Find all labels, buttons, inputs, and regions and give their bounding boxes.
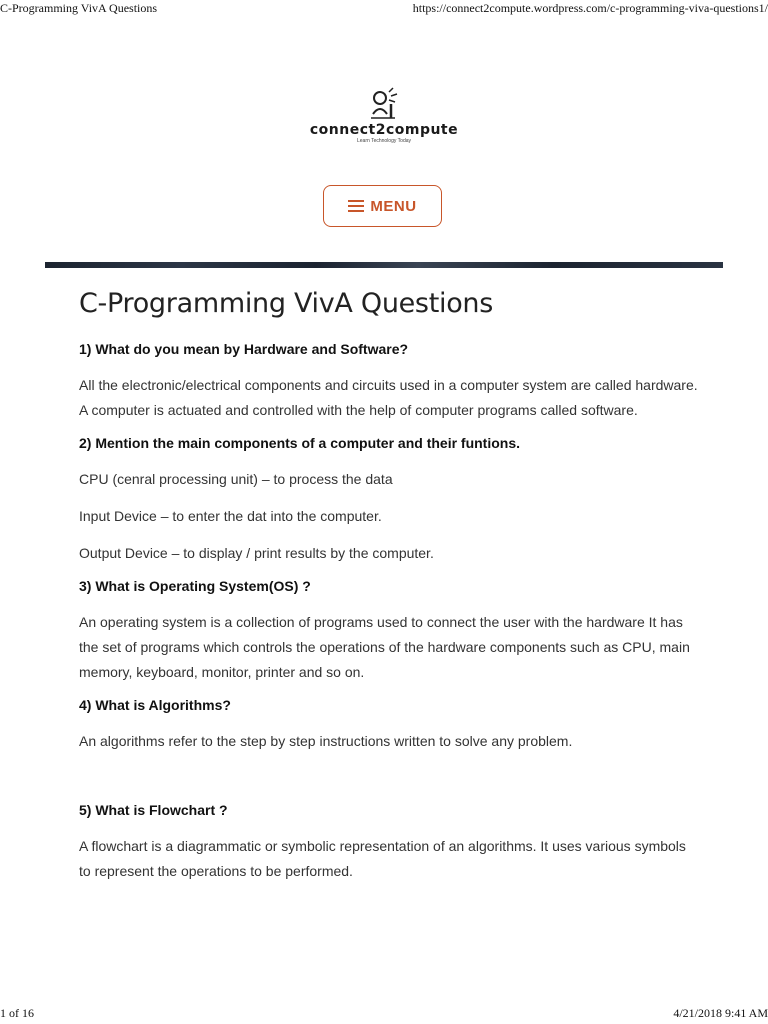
- answer-3: An operating system is a collection of programs used to connect the user with the hardware It has the set of programs which controls the operations of the hardware components such as CPU, main memory, keyboard, monitor, printer and so on.: [79, 614, 690, 680]
- question-1: 1) What do you mean by Hardware and Software?: [79, 341, 409, 357]
- question-3: 3) What is Operating System(OS) ?: [79, 578, 311, 594]
- menu-button[interactable]: [323, 185, 442, 227]
- menu-label: MENU: [370, 197, 417, 215]
- logo-name: connect2compute: [309, 122, 459, 138]
- question-2: 2) Mention the main components of a computer and their funtions.: [79, 435, 521, 451]
- print-datetime: 4/21/2018 9:41 AM: [673, 1006, 768, 1020]
- site-logo[interactable]: [0, 84, 768, 144]
- question-5: 5) What is Flowchart ?: [79, 802, 228, 818]
- print-url: https://connect2compute.wordpress.com/c-programming-viva-questions1/: [412, 1, 768, 15]
- question-4: 4) What is Algorithms?: [79, 697, 231, 713]
- article-content: [79, 288, 699, 896]
- answer-4: An algorithms refer to the step by step instructions written to solve any problem.: [79, 733, 573, 749]
- page-title: C-Programming VivA Questions: [79, 288, 493, 319]
- answer-2-output: Output Device – to display / print results by the computer.: [79, 545, 434, 561]
- print-header: [0, 0, 768, 18]
- answer-2-cpu: CPU (cenral processing unit) – to process the data: [79, 471, 393, 487]
- header-banner: [45, 262, 723, 268]
- page-number: 1 of 16: [0, 1006, 34, 1020]
- print-page-title: C-Programming VivA Questions: [0, 1, 158, 15]
- logo-tagline: Learn Technology Today: [356, 138, 412, 144]
- answer-2-input: Input Device – to enter the dat into the computer.: [79, 508, 382, 524]
- logo-mark-icon: [367, 84, 401, 120]
- answer-5: A flowchart is a diagrammatic or symbolic representation of an algorithms. It uses various symbols to represent the operations to be performed.: [79, 838, 686, 879]
- print-footer: [0, 1004, 768, 1024]
- hamburger-icon: [348, 197, 364, 215]
- answer-1: All the electronic/electrical components and circuits used in a computer system are called hardware. A computer is actuated and controlled with the help of computer programs called software.: [79, 377, 698, 418]
